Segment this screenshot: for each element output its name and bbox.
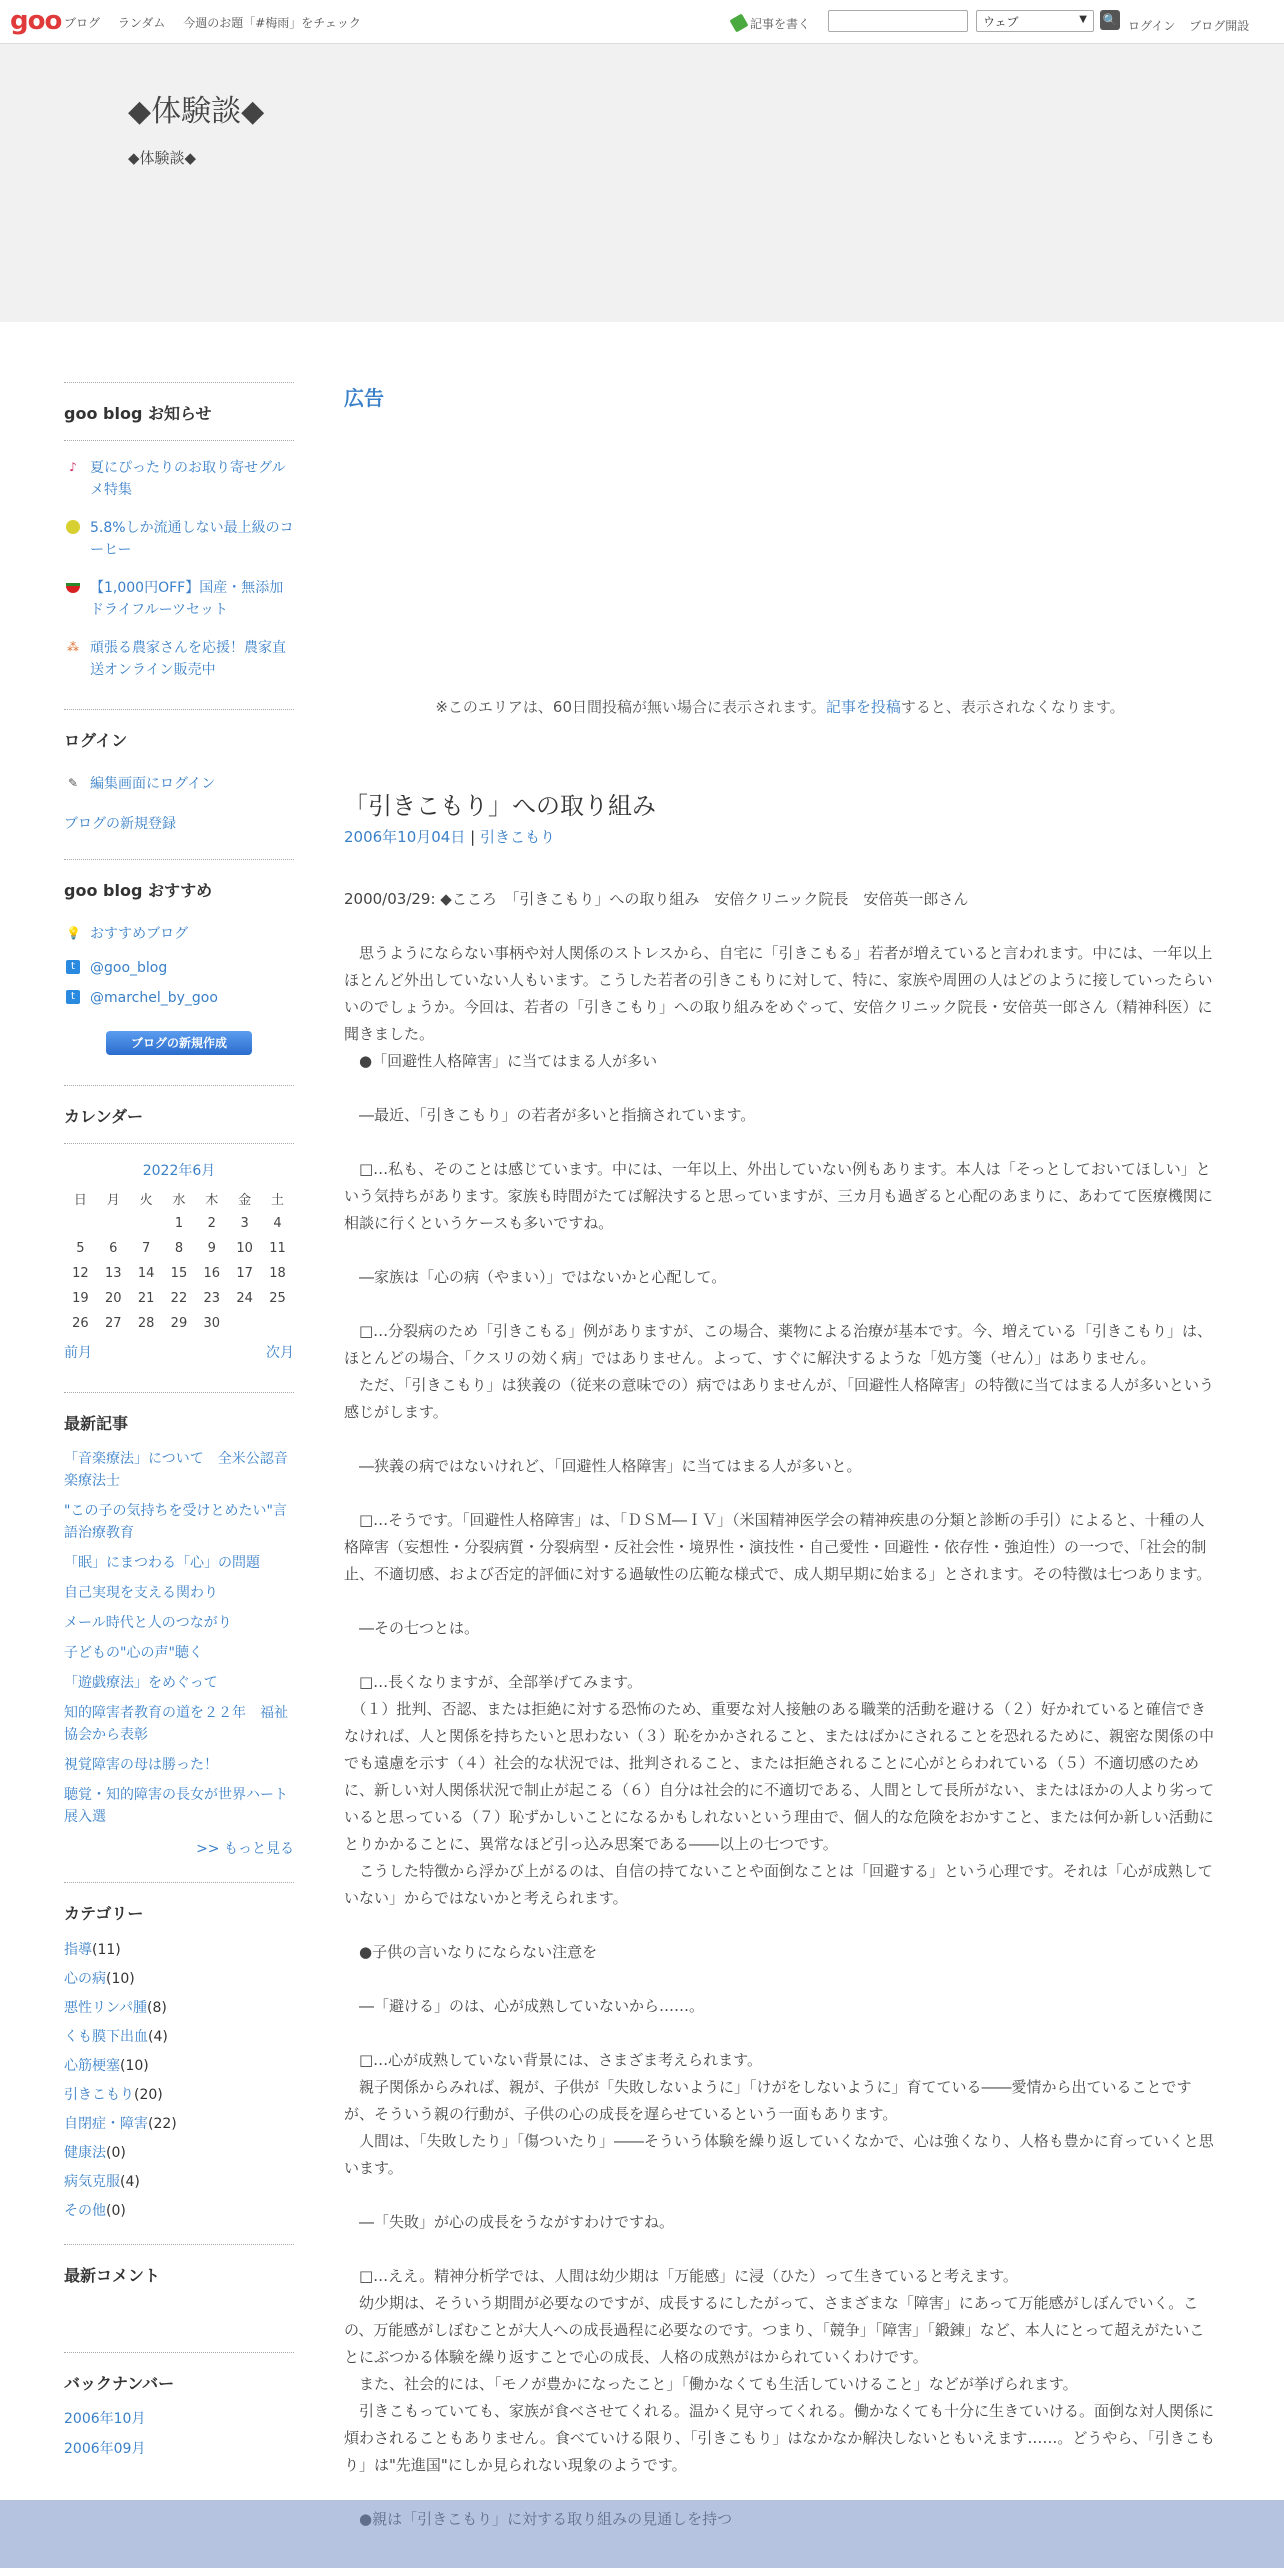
comments-heading: 最新コメント (64, 2266, 161, 2285)
calendar-month[interactable]: 2022年6月 (142, 1163, 216, 1179)
post-paragraph (344, 2182, 1216, 2209)
blog-title[interactable]: ◆体験談◆ (128, 94, 265, 129)
twitter-marchel-link[interactable] (64, 987, 294, 1009)
category-count: (4) (120, 2174, 140, 2190)
bottom-overlay-banner (0, 2500, 1284, 2568)
new-blog-register-link[interactable]: ブログの新規登録 (64, 816, 176, 832)
calendar-week (64, 1211, 294, 1236)
weekday: 月 (106, 1193, 120, 1208)
recent-article-link[interactable]: 知的障害者教育の道を２２年 福祉協会から表彰 (64, 1705, 288, 1743)
recent-article-link[interactable]: 「遊戯療法」をめぐって (64, 1675, 218, 1691)
category-count: (22) (148, 2116, 177, 2132)
category-item (64, 2113, 294, 2133)
calendar-day: 25 (269, 1291, 286, 1306)
post-article-link[interactable]: 記事を投稿 (825, 698, 901, 716)
category-link[interactable]: 指導 (64, 1942, 92, 1958)
recommend-section (64, 859, 294, 1085)
category-link[interactable]: 健康法 (64, 2145, 106, 2161)
calendar-day: 20 (104, 1291, 122, 1306)
search-scope-value: ウェブ (983, 15, 1019, 29)
category-count: (10) (120, 2058, 149, 2074)
category-link[interactable]: 自閉症・障害 (64, 2116, 148, 2132)
notice-item[interactable] (64, 457, 294, 501)
calendar-day: 27 (104, 1316, 122, 1331)
notice-item-label: 頑張る農家さんを応援！農家直送オンライン販売中 (90, 640, 286, 678)
category-count: (0) (106, 2203, 126, 2219)
notice-item-label: 夏にぴったりのお取り寄せグルメ特集 (90, 460, 286, 498)
twitter-goo-blog-link[interactable] (64, 957, 294, 979)
category-link[interactable]: 心の病 (64, 1971, 106, 1987)
post-paragraph: ただ、「引きこもり」は狭義の（従来の意味での）病ではありませんが、「回避性人格障害」の特徴に当てはまる人が多いという感じがします。 (344, 1376, 1215, 1421)
calendar-day: 23 (203, 1291, 221, 1306)
post-paragraph (344, 1966, 1216, 1993)
top-link-theme[interactable]: 今週のお題「#梅雨」をチェック (183, 16, 361, 30)
twitter-goo-blog-label: @goo_blog (90, 960, 168, 976)
category-link[interactable]: 引きこもり (64, 2087, 134, 2103)
recent-article-link[interactable]: 子どもの"心の声"聴く (64, 1645, 203, 1661)
post-paragraph (344, 1588, 1216, 1615)
calendar-day (64, 1211, 97, 1236)
recent-article-link[interactable]: メール時代と人のつながり (64, 1615, 232, 1631)
chevron-down-icon: ▼ (1079, 14, 1087, 25)
search-scope-select[interactable] (976, 10, 1094, 32)
notice-item[interactable] (64, 637, 294, 681)
calendar-day: 13 (104, 1266, 122, 1281)
category-section (64, 1882, 294, 2244)
post-paragraph: □…私も、そのことは感じています。中には、一年以上、外出していない例もあります。本人は「そっとしておいてほしい」という気持ちがあります。家族も時間がたてば解決すると思っていますが、三カ月も過ぎると心配のあまりに、あわてて医療機関に相談に行くというケースも多いですね。 (344, 1160, 1213, 1232)
post-paragraph (344, 1480, 1216, 1507)
category-count: (4) (148, 2029, 168, 2045)
calendar-day: 19 (72, 1291, 89, 1306)
calendar-day (228, 1311, 261, 1336)
recent-heading: 最新記事 (64, 1414, 129, 1433)
search-input[interactable] (828, 10, 968, 32)
write-article-label: 記事を書く (750, 17, 811, 31)
edit-login-label: 編集画面にログイン (90, 776, 216, 792)
category-link[interactable]: くも膜下出血 (64, 2029, 148, 2045)
backnumber-link[interactable]: 2006年10月 (64, 2411, 146, 2427)
calendar-day: 28 (137, 1316, 155, 1331)
post-paragraph: 思うようにならない事柄や対人関係のストレスから、自宅に「引きこもる」若者が増えていると言われます。中には、一年以上ほとんど外出していない人もいます。こうした若者の引きこもりに対して、特に、家族や周囲の人はどのように接していったらいいのでしょうか。今回は、若者の「引きこもり」への取り組みをめぐって、安倍クリニック院長・安倍英一郎さん（精神科医）に聞きました。 (344, 944, 1213, 1043)
watermelon-icon (66, 583, 80, 593)
calendar-day: 6 (109, 1241, 118, 1256)
twitter-icon: t (66, 960, 80, 974)
post-body (344, 886, 1216, 2533)
category-count: (0) (106, 2145, 126, 2161)
recent-section (64, 1392, 294, 1882)
calendar-day: 11 (269, 1241, 286, 1256)
post-paragraph (344, 1642, 1216, 1669)
post-paragraph: ―その七つとは。 (344, 1619, 480, 1637)
calendar-day (130, 1211, 163, 1236)
calendar-day: 7 (141, 1241, 151, 1256)
category-link[interactable]: 心筋梗塞 (64, 2058, 120, 2074)
calendar-day: 2 (207, 1216, 216, 1231)
music-note-icon: ♪ (69, 460, 77, 474)
category-link[interactable]: 悪性リンパ腫 (64, 2000, 148, 2016)
post-category-link[interactable]: 引きこもり (479, 828, 555, 846)
recent-article-link[interactable]: 聴覚・知的障害の長女が世界ハート展入選 (64, 1787, 288, 1825)
weekday: 火 (139, 1193, 153, 1208)
category-item (64, 1968, 294, 1988)
recent-article-link[interactable]: 視覚障害の母は勝った！ (64, 1757, 218, 1773)
calendar-day: 4 (273, 1216, 282, 1231)
top-link-blog[interactable]: ブログ (64, 16, 101, 30)
category-count: (20) (134, 2087, 163, 2103)
backnumber-section (64, 2352, 294, 2460)
calendar-week (64, 1311, 294, 1336)
post-paragraph: ―最近、「引きこもり」の若者が多いと指摘されています。 (344, 1106, 756, 1124)
top-link-random[interactable]: ランダム (117, 16, 166, 30)
category-item (64, 2171, 294, 2191)
category-link[interactable]: その他 (64, 2203, 106, 2219)
coffee-icon (66, 520, 80, 534)
comments-section (64, 2244, 294, 2352)
post-title[interactable]: 「引きこもり」への取り組み (344, 792, 656, 820)
post-paragraph: 引きこもっていても、家族が食べさせてくれる。温かく見守ってくれる。働かなくても十分に生きていける。面倒な対人関係に煩わされることもありません。食べていける限り、「引きこもり」はなかなか解決しないともいえます……。どうやら、「引きこもり」は"先進国"にしか見られない現象のようです。 (344, 2402, 1215, 2474)
main-content (344, 382, 1216, 2474)
backnumber-heading: バックナンバー (64, 2374, 175, 2393)
weekday: 日 (73, 1193, 87, 1208)
post-meta (344, 826, 555, 847)
post-paragraph (344, 1075, 1216, 1102)
weekday: 木 (205, 1193, 219, 1208)
recommend-heading: goo blog おすすめ (64, 881, 213, 900)
category-count: (11) (92, 1942, 121, 1958)
ad-note (344, 696, 1216, 717)
post-paragraph (344, 1426, 1216, 1453)
pencil-icon: ✎ (67, 776, 79, 790)
post-paragraph: ―家族は「心の病（やまい）」ではないかと心配して。 (344, 1268, 727, 1286)
post-paragraph: ―狭義の病ではないけれど、「回避性人格障害」に当てはまる人が多いと。 (344, 1457, 862, 1475)
post-paragraph: ―「避ける」のは、心が成熟していないから……。 (344, 1997, 705, 2015)
ad-note-text: ※このエリアは、60日間投稿が無い場合に表示されます。 (435, 698, 826, 716)
post-paragraph (344, 2020, 1216, 2047)
goo-logo[interactable]: goo (10, 6, 62, 36)
notice-item[interactable] (64, 577, 294, 621)
notice-item[interactable] (64, 517, 294, 561)
post-paragraph: □…そうです。「回避性人格障害」は、「ＤＳＭ―ＩＶ」（米国精神医学会の精神疾患の分類と診断の手引）によると、十種の人格障害（妄想性・分裂病質・分裂病型・反社会性・境界性・演技性・自己愛性・回避性・依存性・強迫性）の一つで、「社会的制止、不適切感、および否定的評価に対する過敏性の広範な様式で、成人期早期に始まる」とされます。その特徴は七つあります。 (344, 1511, 1212, 1583)
post-paragraph: □…長くなりますが、全部挙げてみます。 (344, 1673, 642, 1691)
calendar-day (261, 1311, 294, 1336)
post-paragraph: 人間は、「失敗したり」「傷ついたり」――そういう体験を繰り返していくなかで、心は強くなり、人格も豊かに育っていくと思います。 (344, 2132, 1214, 2177)
calendar-prev-link[interactable]: 前月 (64, 1345, 92, 1361)
search-button[interactable] (1100, 10, 1120, 30)
post-paragraph (344, 1237, 1216, 1264)
calendar (64, 1160, 294, 1362)
post-paragraph: 2000/03/29: ◆こころ 「引きこもり」への取り組み 安倍クリニック院長 安倍英一郎さん (344, 890, 969, 908)
notice-section (64, 382, 294, 681)
calendar-day: 22 (170, 1291, 188, 1306)
twitter-marchel-label: @marchel_by_goo (90, 990, 218, 1006)
recommend-blog-link[interactable] (64, 923, 294, 945)
category-item (64, 2142, 294, 2162)
blog-header (0, 44, 1284, 322)
top-links (64, 14, 375, 31)
calendar-day: 5 (76, 1241, 85, 1256)
calendar-week (64, 1236, 294, 1261)
post-paragraph (344, 913, 1216, 940)
category-item (64, 2055, 294, 2075)
post-paragraph (344, 2236, 1216, 2263)
notice-heading: goo blog お知らせ (64, 401, 294, 441)
twitter-icon: t (66, 990, 80, 1004)
calendar-day: 30 (203, 1316, 221, 1331)
notice-item-label: 5.8%しか流通しない最上級のコーヒー (90, 520, 294, 558)
post-paragraph: また、社会的には、「モノが豊かになったこと」「働かなくても生活していけること」などが挙げられます。 (344, 2375, 1078, 2393)
calendar-day: 16 (203, 1266, 221, 1281)
post-paragraph: □…分裂病のため「引きこもる」例がありますが、この場合、薬物による治療が基本です。今、増えている「引きこもり」は、ほとんどの場合、「クスリの効く病」ではありません。よって、すぐに解決するような「処方箋（せん）」はありません。 (344, 1322, 1212, 1367)
write-article-link[interactable] (732, 15, 810, 32)
post-paragraph: （１）批判、否認、または拒絶に対する恐怖のため、重要な対人接触のある職業的活動を避ける（２）好かれていると確信できなければ、人と関係を持ちたいと思わない（３）恥をかかされること、またはばかにされることを恐れるために、親密な関係の中でも遠慮を示す（４）社会的な状況では、批判されること、または拒絶されることに心がとらわれている（５）不適切感のために、新しい対人関係状況で制止が起こる（６）自分は社会的に不適切である、人間として長所がない、またはほかの人より劣っていると思っている（７）恥ずかしいことになるかもしれないという理由で、個人的な危険をおかすこと、または何か新しい活動にとりかかることに、異常なほど引っ込み思案である――以上の七つです。 (344, 1700, 1215, 1853)
meta-separator: | (470, 828, 480, 846)
calendar-day: 1 (174, 1216, 184, 1231)
recommend-blog-label: おすすめブログ (90, 926, 189, 942)
post-paragraph (344, 1129, 1216, 1156)
calendar-day: 9 (207, 1241, 216, 1256)
calendar-heading: カレンダー (64, 1104, 294, 1144)
post-paragraph: □…ええ。精神分析学では、人間は幼少期は「万能感」に浸（ひた）って生きていると考えます。 (344, 2267, 1018, 2285)
calendar-section (64, 1085, 294, 1392)
calendar-day: 18 (269, 1266, 286, 1281)
weekday: 金 (238, 1193, 252, 1208)
calendar-day: 8 (174, 1241, 184, 1256)
calendar-week (64, 1286, 294, 1311)
edit-login-link[interactable] (64, 773, 294, 795)
calendar-day: 15 (170, 1266, 188, 1281)
login-links (1128, 17, 1259, 34)
open-blog-link[interactable]: ブログ開設 (1189, 19, 1250, 33)
top-bar (0, 0, 1284, 44)
post-paragraph: 親子関係からみれば、親が、子供が「失敗しないように」「けがをしないように」育てている――愛情から出ていることですが、そういう親の行動が、子供の心の成長を遅らせているという一面もあります。 (344, 2078, 1192, 2123)
recent-article-link[interactable]: 「音楽療法」について 全米公認音楽療法士 (64, 1451, 288, 1489)
post-paragraph (344, 1291, 1216, 1318)
category-heading: カテゴリー (64, 1904, 144, 1923)
pen-icon (729, 13, 748, 32)
category-item (64, 2026, 294, 2046)
login-heading: ログイン (64, 731, 128, 750)
backnumber-link[interactable]: 2006年09月 (64, 2441, 146, 2457)
lightbulb-icon: 💡 (66, 926, 81, 940)
sidebar (64, 382, 294, 2460)
ad-note-text-after: すると、表示されなくなります。 (900, 698, 1125, 716)
calendar-next-link[interactable]: 次月 (266, 1345, 294, 1361)
calendar-day: 3 (240, 1216, 249, 1231)
category-link[interactable]: 病気克服 (64, 2174, 120, 2190)
category-item (64, 2084, 294, 2104)
weekday: 水 (172, 1193, 186, 1208)
category-item (64, 2200, 294, 2220)
category-count: (10) (106, 1971, 135, 1987)
calendar-day: 29 (170, 1316, 188, 1331)
calendar-day: 17 (236, 1266, 253, 1281)
post-paragraph: ●「回避性人格障害」に当てはまる人が多い (344, 1052, 658, 1070)
calendar-day: 24 (236, 1291, 253, 1306)
category-item (64, 1939, 294, 1959)
calendar-grid (64, 1186, 294, 1336)
more-articles-link[interactable]: >> もっと見る (196, 1841, 294, 1857)
notice-item-label: 【1,000円OFF】国産・無添加ドライフルーツセット (90, 580, 284, 618)
category-item (64, 1997, 294, 2017)
calendar-day: 14 (137, 1266, 155, 1281)
blog-description: ◆体験談◆ (128, 149, 197, 167)
calendar-day: 26 (72, 1316, 89, 1331)
calendar-week (64, 1261, 294, 1286)
recent-article-link[interactable]: "この子の気持ちを受けとめたい"言語治療教育 (64, 1503, 287, 1541)
recent-article-link[interactable]: 「眠」にまつわる「心」の問題 (64, 1555, 260, 1571)
post-paragraph: 幼少期は、そういう期間が必要なのですが、成長するにしたがって、さまざまな「障害」にあって万能感がしぼんでいく。この、万能感がしぼむことが大人への成長過程に必要なのです。つまり、「競争」「障害」「鍛錬」など、本人にとって超えがたいことにぶつかる体験を繰り返すことで心の成長、人格の成熟がはかられていくわけです。 (344, 2294, 1205, 2366)
calendar-day (97, 1211, 130, 1236)
farm-icon: ⁂ (67, 640, 79, 654)
post-paragraph: □…心が成熟していない背景には、さまざま考えられます。 (344, 2051, 762, 2069)
login-link[interactable]: ログイン (1128, 19, 1176, 33)
calendar-day: 21 (137, 1291, 155, 1306)
recent-article-link[interactable]: 自己実現を支える関わり (64, 1585, 218, 1601)
calendar-nav (64, 1342, 294, 1362)
login-section (64, 709, 294, 833)
calendar-weekday-row (64, 1186, 294, 1211)
weekday: 土 (271, 1193, 285, 1208)
post-paragraph: ●子供の言いなりにならない注意を (344, 1943, 598, 1961)
post-paragraph: こうした特徴から浮かび上がるのは、自信の持てないことや面倒なことは「回避する」という心理です。それは「心が成熟していない」からではないかと考えられます。 (344, 1862, 1213, 1907)
calendar-day: 10 (236, 1241, 253, 1256)
calendar-day: 12 (72, 1266, 89, 1281)
post-paragraph (344, 1912, 1216, 1939)
post-date-link[interactable]: 2006年10月04日 (344, 828, 466, 846)
post-paragraph: ―「失敗」が心の成長をうながすわけですね。 (344, 2213, 675, 2231)
ad-label: 広告 (344, 386, 384, 410)
search-icon: 🔍 (1102, 13, 1118, 27)
category-count: (8) (147, 2000, 167, 2016)
create-blog-button[interactable]: ブログの新規作成 (106, 1031, 252, 1055)
